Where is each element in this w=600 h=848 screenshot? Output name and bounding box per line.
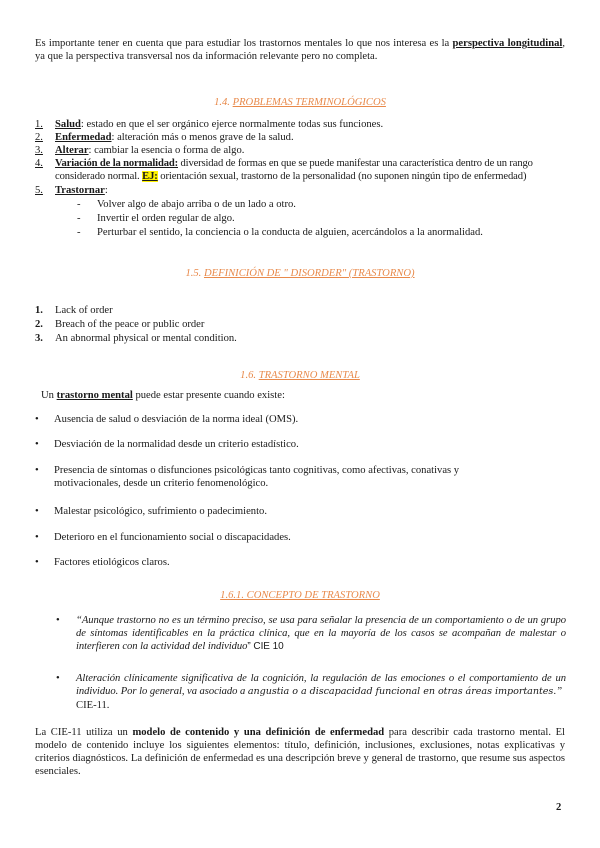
closing-keyword: modelo de contenido y una definición de enfermedad [132, 727, 385, 738]
disorder-item-1 [35, 304, 567, 317]
bullet-marker: • [35, 557, 39, 568]
term-item-2 [35, 131, 567, 144]
bullet-marker: • [35, 439, 39, 450]
quote-cie10-source: ” CIE 10 [247, 641, 284, 652]
intro-keyword: perspectiva longitudinal [452, 38, 563, 49]
term-item-number: 2. [35, 132, 43, 143]
disorder-item-2 [35, 318, 567, 331]
quote-cie11-emphasis: angustia o a discapacidad funcional en otras áreas importantes. [247, 686, 557, 697]
lead-text-1: Un [41, 390, 57, 401]
term-item-1 [35, 118, 567, 131]
term-description: : alteración más o menos grave de la salud. [111, 132, 294, 143]
lead-text-2: puede estar presente cuando existe: [132, 390, 285, 401]
mental-disorder-lead [41, 389, 561, 402]
disorder-item-text: Lack of order [55, 305, 113, 316]
section-1-6-number: 1.6. [240, 370, 259, 381]
example-label: EJ: [142, 171, 158, 182]
disorder-item-number: 1. [35, 305, 43, 316]
bullet-marker: • [56, 673, 60, 684]
subitem-text: Volver algo de abajo arriba o de un lado a otro. [97, 199, 296, 210]
section-1-6-1-heading: 1.6.1. CONCEPTO DE TRASTORNO [220, 590, 380, 601]
term-label: Enfermedad [55, 132, 112, 143]
bullet-marker: • [35, 532, 39, 543]
criteria-text: Ausencia de salud o desviación de la norma ideal (OMS). [54, 414, 299, 425]
term-item-number: 5. [35, 185, 43, 196]
criteria-text: Malestar psicológico, sufrimiento o padecimiento. [54, 506, 267, 517]
subitem-text: Invertir el orden regular de algo. [97, 213, 235, 224]
term-item-number: 1. [35, 119, 43, 130]
section-1-5-number: 1.5. [185, 268, 204, 279]
dash-marker: - [77, 213, 81, 224]
criteria-text: Presencia de síntomas o disfunciones psicológicas tanto cognitivas, como afectivas, conativas y motivacionales, desde un criterio fenomenológico. [54, 465, 460, 489]
criteria-text: Desviación de la normalidad desde un criterio estadístico. [54, 439, 299, 450]
closing-text-1: La CIE-11 utiliza un [35, 727, 133, 738]
disorder-item-3 [35, 332, 567, 345]
bullet-marker: • [35, 414, 39, 425]
disorder-item-text: Breach of the peace or public order [55, 319, 205, 330]
section-1-5-title: DEFINICIÓN DE " DISORDER" (TRASTORNO) [203, 268, 415, 279]
intro-text-2: , ya que la perspectiva transversal nos da información relevante pero no completa. [35, 38, 566, 62]
quote-cie11-text: Alteración clínicamente significativa de la cognición, la regulación de las emociones o el comportamiento de un individuo. Por lo general, va asociado a [76, 673, 566, 697]
term-description: : cambiar la esencia o forma de algo. [88, 145, 245, 156]
term-label: Trastornar [55, 185, 105, 196]
term-label: Alterar [55, 145, 89, 156]
term-label: Salud [55, 119, 81, 130]
section-1-4-number: 1.4. [214, 97, 233, 108]
term-item-5 [35, 184, 567, 197]
section-1-5-heading [0, 267, 600, 280]
dash-marker: - [77, 199, 81, 210]
bullet-marker: • [56, 615, 60, 626]
criteria-text: Deterioro en el funcionamiento social o discapacidades. [54, 532, 291, 543]
term-item-number: 4. [35, 158, 43, 169]
term-item-number: 3. [35, 145, 43, 156]
section-1-4-title: PROBLEMAS TERMINOLÓGICOS [232, 97, 386, 108]
section-1-6-heading [0, 369, 600, 382]
disorder-item-number: 2. [35, 319, 43, 330]
dash-marker: - [77, 227, 81, 238]
term-description: : [104, 185, 108, 196]
closing-text-2: para describir cada trastorno mental. El modelo de contenido incluye los siguientes elementos: título, definición, inclusiones, exclusiones, notas explicativas y criterios diagnósticos. La definición de enfermedad es una descripción breve y general de trastorno, que resume sus aspectos esenciales. [35, 727, 565, 777]
quote-cie11-source: CIE-11. [76, 700, 110, 711]
intro-text-1: Es importante tener en cuenta que para estudiar los trastornos mentales lo que nos interesa es la [35, 38, 453, 49]
term-label: Variación de la normalidad: [55, 158, 178, 169]
example-text: orientación sexual, trastorno de la personalidad (no suponen ningún tipo de enfermedad) [157, 171, 527, 182]
disorder-item-number: 3. [35, 333, 43, 344]
lead-keyword: trastorno mental [56, 390, 133, 401]
bullet-marker: • [35, 506, 39, 517]
disorder-item-text: An abnormal physical or mental condition. [55, 333, 237, 344]
subitem-text: Perturbar el sentido, la conciencia o la conducta de alguien, acercándolos a la anormalidad. [97, 227, 483, 238]
criteria-text: Factores etiológicos claros. [54, 557, 170, 568]
section-1-6-title: TRASTORNO MENTAL [258, 370, 360, 381]
term-item-3 [35, 144, 567, 157]
term-item-4-continuation [55, 170, 567, 183]
quote-cie10-text: “Aunque trastorno no es un término preciso, se usa para señalar la presencia de un comportamiento o de un grupo de síntomas identificables en la práctica clínica, que en la mayoría de los casos se acompañan de malestar o interfieren con la actividad del individuo [76, 615, 566, 652]
term-description: : estado en que el ser orgánico ejerce normalmente todas sus funciones. [80, 119, 384, 130]
term-item-4-text: considerado normal. [55, 171, 143, 182]
page-number: 2 [556, 802, 562, 813]
section-1-4-heading [0, 96, 600, 109]
intro-paragraph [35, 37, 565, 63]
quote-cie11-close: ” [556, 686, 563, 697]
bullet-marker: • [35, 465, 39, 476]
term-description: diversidad de formas en que se puede manifestar una característica dentro de un rango [178, 158, 533, 169]
closing-paragraph [35, 726, 565, 778]
